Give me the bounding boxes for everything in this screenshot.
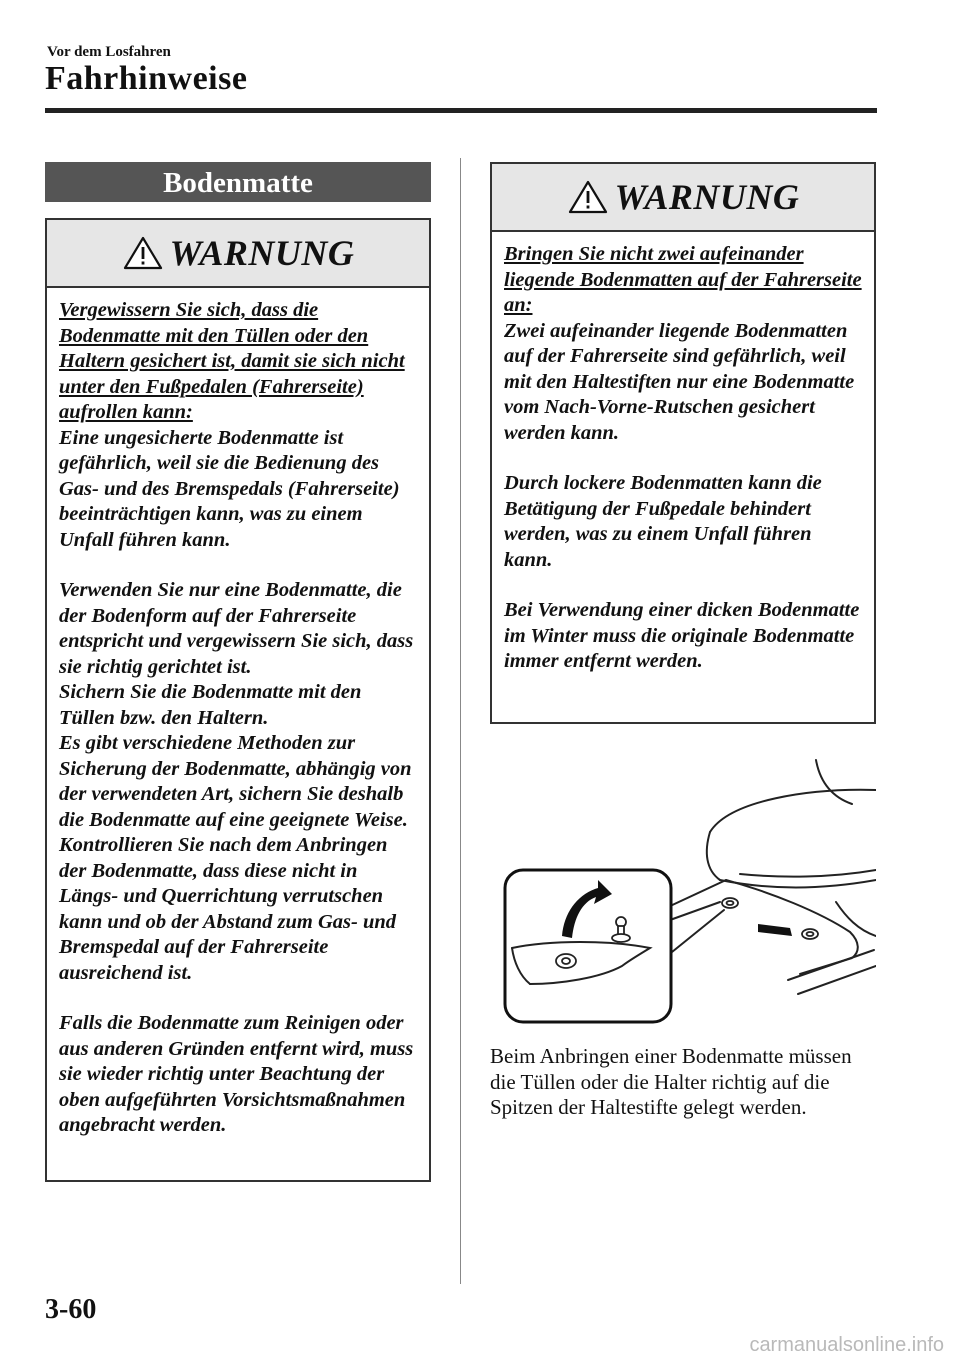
column-divider xyxy=(460,158,461,1284)
topic-heading: Bodenmatte xyxy=(45,162,431,202)
page-number: 3-60 xyxy=(45,1294,97,1325)
warning-paragraph: Zwei aufeinander liegende Bodenmatten auf der Fahrerseite sind gefährlich, weil mit den Haltestiften nur eine Bodenmatte vom Nach-Vorne-Rutschen gesichert werden kann. xyxy=(504,319,855,444)
warning-paragraph: Bei Verwendung einer dicken Bodenmatte im Winter muss die originale Bodenmatte immer entfernt werden. xyxy=(504,599,860,672)
warning-body xyxy=(47,288,429,1149)
warning-title: WARNUNG xyxy=(169,233,355,273)
illustration-caption: Beim Anbringen einer Bodenmatte müssen die Tüllen oder die Halter richtig auf die Spitzen der Haltestifte gelegt werden. xyxy=(490,1044,852,1119)
warning-paragraph: Verwenden Sie nur eine Bodenmatte, die der Bodenform auf der Fahrerseite entspricht und vergewissern Sie sich, dass sie richtig gerichtet ist. xyxy=(59,579,414,678)
floor-mat-illustration xyxy=(490,752,876,1030)
warning-paragraph: Falls die Bodenmatte zum Reinigen oder aus anderen Gründen entfernt wird, muss sie wieder richtig unter Beachtung der oben aufgeführten Vorsichtsmaßnahmen angebracht werden. xyxy=(59,1012,414,1136)
warning-paragraph: Sichern Sie die Bodenmatte mit den Tüllen bzw. den Haltern. xyxy=(59,681,362,729)
warning-triangle-icon xyxy=(567,179,609,215)
chapter-label: Vor dem Losfahren xyxy=(47,44,171,60)
warning-box-left xyxy=(45,218,431,1182)
section-title: Fahrhinweise xyxy=(45,60,248,97)
site-watermark: carmanualsonline.info xyxy=(749,1334,944,1356)
header-rule xyxy=(45,108,877,113)
warning-title: WARNUNG xyxy=(614,177,800,217)
warning-paragraph: Eine ungesicherte Bodenmatte ist gefährlich, weil sie die Bedienung des Gas- und des Bremspedals (Fahrerseite) beeinträchtigen kann, was zu einem Unfall führen kann. xyxy=(59,426,400,551)
warning-paragraph: Durch lockere Bodenmatten kann die Betätigung der Fußpedale behindert werden, was zu einem Unfall führen kann. xyxy=(504,472,822,571)
warning-header xyxy=(47,220,429,288)
warning-lead: Vergewissern Sie sich, dass die Bodenmatte mit den Tüllen oder den Haltern gesichert ist, damit sie sich nicht unter den Fußpedalen (Fahrerseite) aufrollen kann: xyxy=(59,299,405,423)
warning-triangle-icon xyxy=(122,235,164,271)
warning-header xyxy=(492,164,874,232)
warning-lead: Bringen Sie nicht zwei aufeinander liegende Bodenmatten auf der Fahrerseite an: xyxy=(504,243,862,316)
warning-paragraph: Kontrollieren Sie nach dem Anbringen der Bodenmatte, dass diese nicht in Längs- und Querrichtung verrutschen kann und ob der Abstand zum Gas- und Bremspedal auf der Fahrerseite ausreichend ist. xyxy=(59,834,397,984)
warning-body xyxy=(492,232,874,685)
warning-paragraph: Es gibt verschiedene Methoden zur Sicherung der Bodenmatte, abhängig von der verwendeten Art, sichern Sie deshalb die Bodenmatte auf eine geeignete Weise. xyxy=(59,732,412,831)
warning-box-right xyxy=(490,162,876,724)
